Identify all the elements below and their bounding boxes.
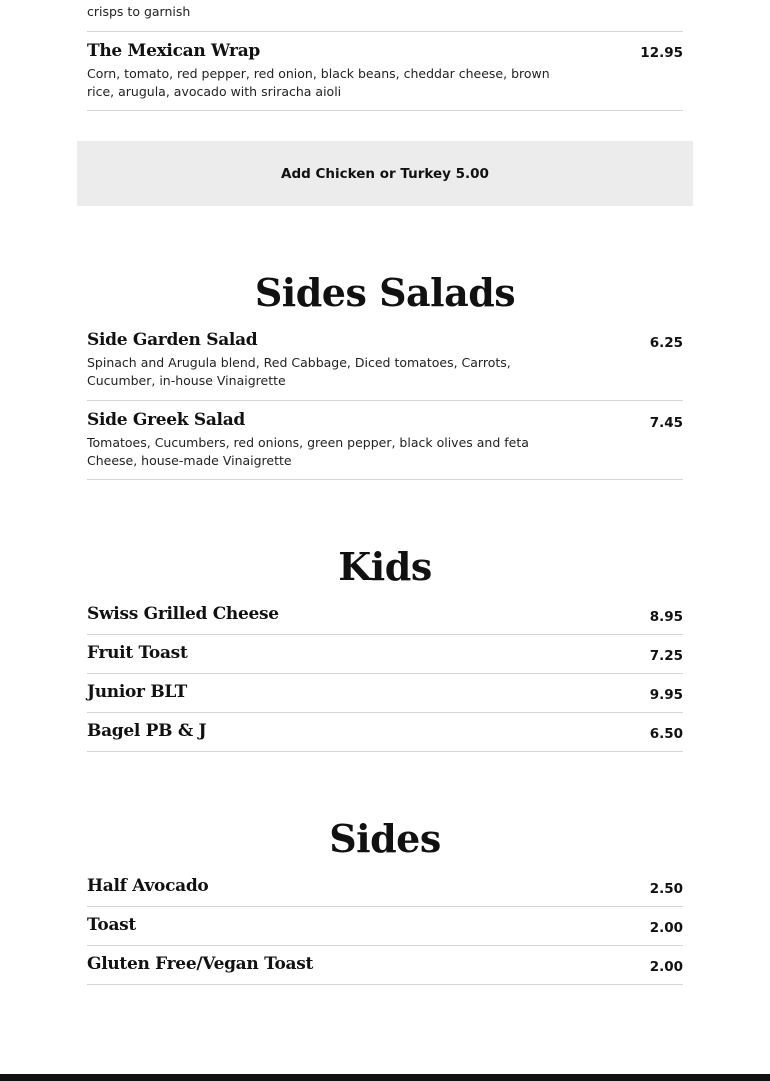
item-price: 2.00 <box>649 959 683 975</box>
item-price: 6.25 <box>649 335 683 351</box>
item-description <box>87 65 577 100</box>
menu-item-fruit-toast <box>87 635 683 674</box>
menu-item-toast <box>87 907 683 946</box>
sides-salads-section <box>87 321 683 480</box>
item-price: 9.95 <box>649 687 683 703</box>
addon-banner: Add Chicken or Turkey 5.00 <box>77 141 693 206</box>
item-price: 12.95 <box>640 45 683 61</box>
item-description <box>87 354 577 389</box>
menu-item-swiss-grilled-cheese <box>87 596 683 635</box>
item-name: Toast <box>87 915 136 935</box>
item-description-line: Cucumber, in-house Vinaigrette <box>87 372 286 388</box>
footer-bar <box>0 1074 770 1081</box>
item-price: 2.00 <box>649 920 683 936</box>
item-name: Side Greek Salad <box>87 410 246 430</box>
item-price: 7.45 <box>649 415 683 431</box>
item-name: Bagel PB & J <box>87 721 207 741</box>
item-price: 6.50 <box>649 726 683 742</box>
wraps-section <box>87 0 683 111</box>
item-name: Side Garden Salad <box>87 330 258 350</box>
kids-section <box>87 596 683 752</box>
menu-item-half-avocado <box>87 868 683 907</box>
menu-item-side-garden-salad <box>87 321 683 401</box>
item-name: Swiss Grilled Cheese <box>87 604 279 624</box>
item-description: crisps to garnish <box>87 4 191 19</box>
item-name: Gluten Free/Vegan Toast <box>87 954 314 974</box>
menu-item-bagel-pb-j <box>87 713 683 752</box>
menu-item-junior-blt <box>87 674 683 713</box>
item-description <box>87 434 577 469</box>
item-description-line: Spinach and Arugula blend, Red Cabbage, Diced tomatoes, Carrots, <box>87 355 511 370</box>
item-description-line: Cheese, house-made Vinaigrette <box>87 452 292 468</box>
section-title-kids: Kids <box>338 544 432 589</box>
menu-item <box>87 0 683 32</box>
item-price: 7.25 <box>649 648 683 664</box>
item-name: Fruit Toast <box>87 643 188 663</box>
item-description-line: rice, arugula, avocado with sriracha aioli <box>87 83 342 99</box>
item-price: 8.95 <box>649 609 683 625</box>
item-price: 2.50 <box>649 881 683 897</box>
menu-item-side-greek-salad <box>87 401 683 480</box>
sides-section <box>87 868 683 985</box>
item-name: Junior BLT <box>87 682 188 702</box>
section-title-sides-salads: Sides Salads <box>254 270 516 315</box>
item-name: The Mexican Wrap <box>87 41 261 61</box>
section-title-sides: Sides <box>329 816 441 861</box>
menu-item-mexican-wrap <box>87 32 683 111</box>
item-description-line: Tomatoes, Cucumbers, red onions, green pepper, black olives and feta <box>87 435 529 450</box>
item-name: Half Avocado <box>87 876 209 896</box>
item-description-line: Corn, tomato, red pepper, red onion, black beans, cheddar cheese, brown <box>87 66 550 81</box>
menu-item-gluten-free-vegan-toast <box>87 946 683 985</box>
